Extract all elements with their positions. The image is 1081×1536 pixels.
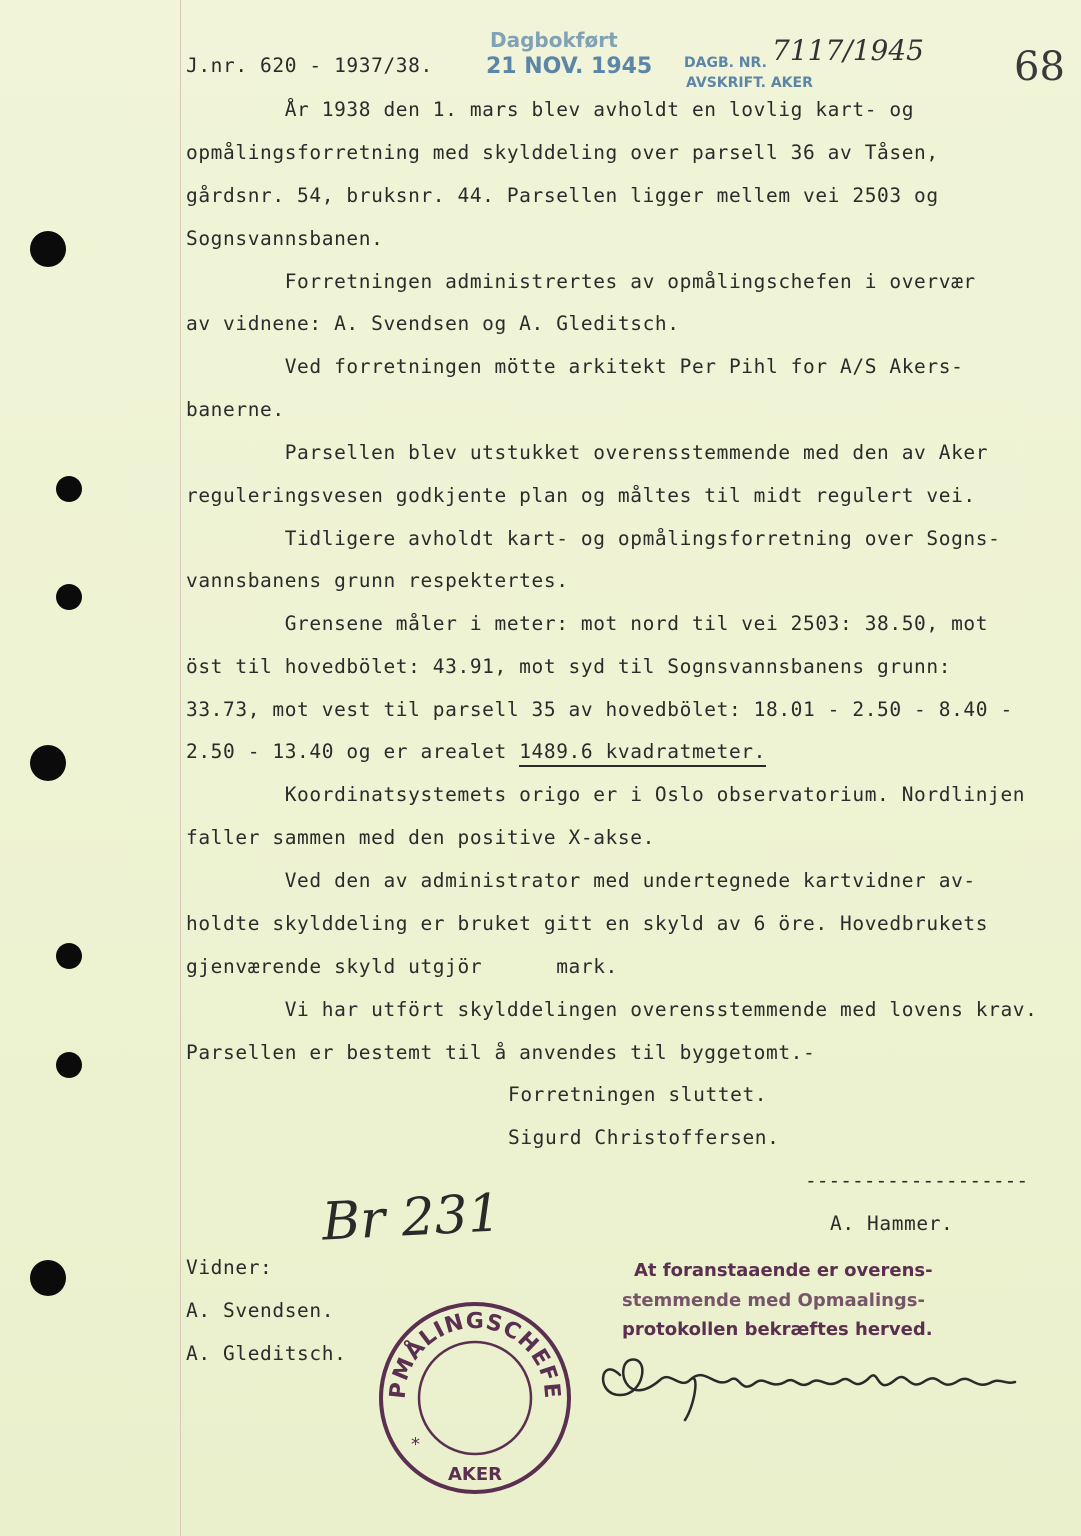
body-line: holdte skylddeling er bruket gitt en skyld av 6 öre. Hovedbrukets	[186, 912, 989, 935]
punch-hole	[30, 745, 66, 781]
area-line-prefix: 2.50 - 13.40 og er arealet	[186, 740, 520, 763]
stamp-dagb-label: DAGB. NR.	[684, 55, 767, 71]
body-line: banerne.	[186, 398, 285, 421]
body-line: öst til hovedbölet: 43.91, mot syd til Sognsvannsbanens grunn:	[186, 655, 952, 678]
certification-line: stemmende med Opmaalings-	[622, 1290, 925, 1311]
body-line: Parsellen er bestemt til å anvendes til byggetomt.-	[186, 1041, 816, 1064]
certification-line: protokollen bekræftes herved.	[622, 1319, 933, 1340]
opmalingschefen-seal	[375, 1298, 575, 1498]
witness-name: A. Gleditsch.	[186, 1342, 347, 1365]
body-line: faller sammen med den positive X-akse.	[186, 826, 655, 849]
svg-text:*: *	[411, 1434, 420, 1455]
punch-hole	[30, 231, 66, 267]
body-line: reguleringsvesen godkjente plan og måltes til midt regulert vei.	[186, 484, 976, 507]
body-line: opmålingsforretning med skylddeling over parsell 36 av Tåsen,	[186, 141, 939, 164]
area-value: 1489.6 kvadratmeter.	[519, 740, 766, 767]
punch-hole	[30, 1260, 66, 1296]
body-line: Grensene måler i meter: mot nord til vei 2503: 38.50, mot	[186, 612, 989, 635]
body-line: Vi har utfört skylddelingen overensstemmende med lovens krav.	[186, 998, 1038, 1021]
body-line: Forretningen administrertes av opmålingschefen i overvær	[186, 270, 976, 293]
body-line: gjenværende skyld utgjör mark.	[186, 955, 618, 978]
punch-hole	[56, 943, 82, 969]
closing-line: Forretningen sluttet.	[508, 1083, 768, 1106]
stamp-avskrift: AVSKRIFT. AKER	[686, 75, 813, 91]
seal-text-top: PMÅLINGSCHEFE	[385, 1308, 565, 1401]
dagb-number-handwritten: 7117/1945	[772, 34, 924, 67]
stamp-dagbokfort: Dagbokført	[490, 28, 618, 52]
body-line: av vidnene: A. Svendsen og A. Gleditsch.	[186, 312, 680, 335]
signature-text	[1020, 1335, 1021, 1336]
body-line: Parsellen blev utstukket overensstemmende med den av Aker	[186, 441, 989, 464]
body-line: År 1938 den 1. mars blev avholdt en lovlig kart- og	[186, 98, 915, 121]
stamp-date: 21 NOV. 1945	[486, 54, 653, 79]
body-line: Ved forretningen mötte arkitekt Per Pihl for A/S Akers-	[186, 355, 964, 378]
signature-dashes: -------------------	[805, 1169, 1029, 1192]
body-line: Sognsvannsbanen.	[186, 227, 384, 250]
margin-line	[180, 0, 181, 1536]
signer-name: Sigurd Christoffersen.	[508, 1126, 780, 1149]
certification-line: At foranstaaende er overens-	[634, 1260, 933, 1281]
handwritten-note: Br 231	[320, 1183, 503, 1253]
svg-text:OPMÅLINGSCHEFEN	[375, 1298, 564, 1400]
second-signer-name: A. Hammer.	[830, 1212, 954, 1235]
seal-text-bottom: AKER	[447, 1464, 503, 1485]
body-line: 33.73, mot vest til parsell 35 av hovedbölet: 18.01 - 2.50 - 8.40 -	[186, 698, 1013, 721]
body-line: Tidligere avholdt kart- og opmålingsforretning over Sogns-	[186, 527, 1001, 550]
handwritten-signature	[590, 1335, 1020, 1430]
punch-hole	[56, 1052, 82, 1078]
witness-label: Vidner:	[186, 1256, 273, 1279]
body-line: gårdsnr. 54, bruksnr. 44. Parsellen ligger mellem vei 2503 og	[186, 184, 939, 207]
punch-hole	[56, 584, 82, 610]
body-line: Koordinatsystemets origo er i Oslo observatorium. Nordlinjen	[186, 783, 1026, 806]
body-line: vannsbanens grunn respektertes.	[186, 569, 569, 592]
body-line: Ved den av administrator med undertegnede kartvidner av-	[186, 869, 976, 892]
journal-number: J.nr. 620 - 1937/38.	[186, 54, 433, 77]
body-line	[186, 742, 766, 762]
witness-name: A. Svendsen.	[186, 1299, 335, 1322]
page-number: 68	[1014, 44, 1065, 90]
punch-hole	[56, 476, 82, 502]
